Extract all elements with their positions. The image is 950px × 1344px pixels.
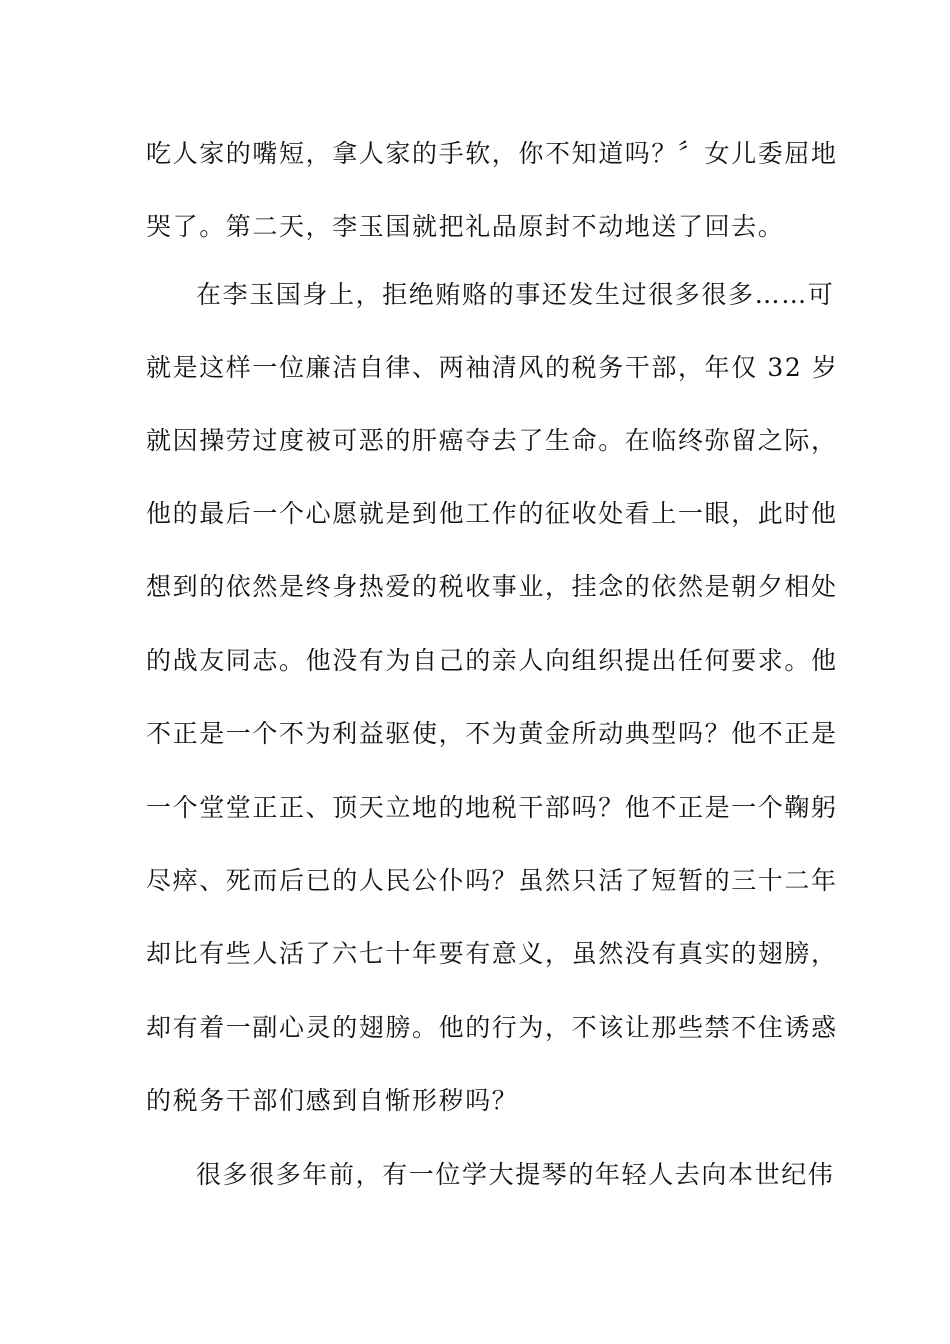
text-line: 尽瘁、死而后已的人民公仆吗？虽然只活了短暂的三十二年 [146,866,838,895]
text-line: 的税务干部们感到自惭形秽吗？ [146,1086,519,1115]
text-line: 吃人家的嘴短，拿人家的手软，你不知道吗？〞女儿委屈地 [146,139,838,168]
text-line: 不正是一个不为利益驱使，不为黄金所动典型吗？他不正是 [146,719,838,748]
text-line: 想到的依然是终身热爱的税收事业，挂念的依然是朝夕相处 [146,572,838,601]
text-line: 的战友同志。他没有为自己的亲人向组织提出任何要求。他 [146,646,838,675]
text-line: 就因操劳过度被可恶的肝癌夺去了生命。在临终弥留之际， [146,426,838,455]
text-line: 却比有些人活了六七十年要有意义，虽然没有真实的翅膀， [146,939,838,968]
paragraph-start-line: 很多很多年前，有一位学大提琴的年轻人去向本世纪伟 [196,1160,835,1189]
text-line: 一个堂堂正正、顶天立地的地税干部吗？他不正是一个鞠躬 [146,793,838,822]
text-line: 却有着一副心灵的翅膀。他的行为，不该让那些禁不住诱惑 [146,1013,838,1042]
text-line: 哭了。第二天，李玉国就把礼品原封不动地送了回去。 [146,212,785,241]
text-line: 就是这样一位廉洁自律、两袖清风的税务干部，年仅 32 岁 [146,353,839,382]
paragraph-start-line: 在李玉国身上，拒绝贿赂的事还发生过很多很多……可 [196,280,835,309]
text-line: 他的最后一个心愿就是到他工作的征收处看上一眼，此时他 [146,499,838,528]
